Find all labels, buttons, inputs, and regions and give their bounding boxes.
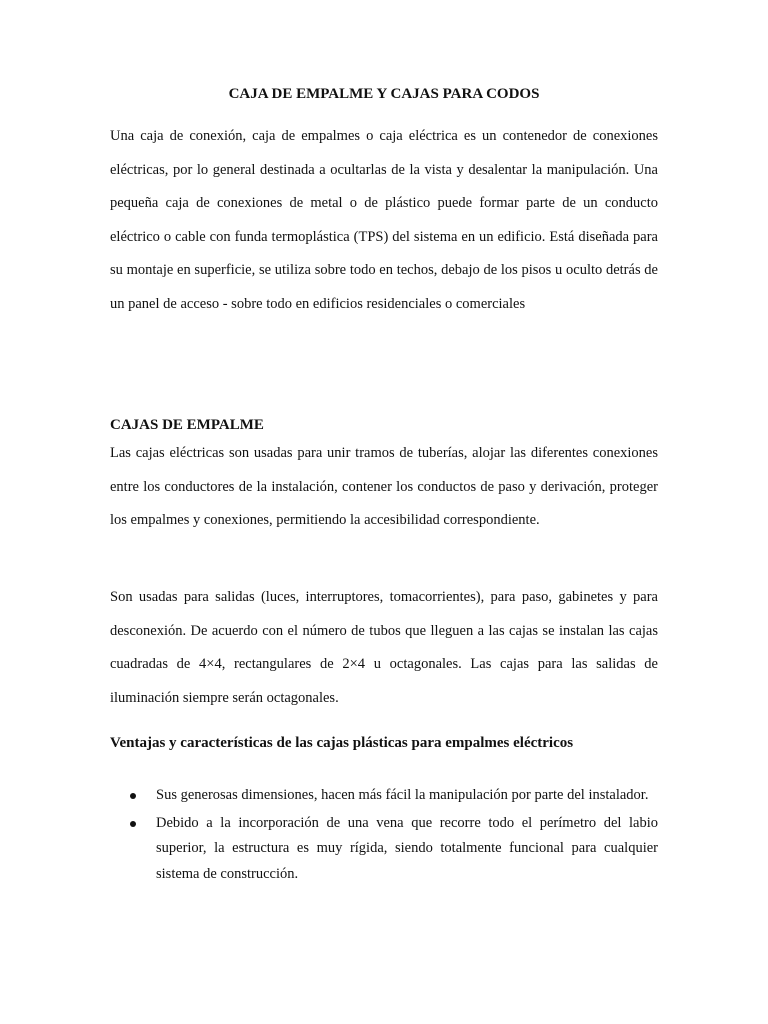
section-paragraph-2: Son usadas para salidas (luces, interruptores, tomacorrientes), para paso, gabinetes y para desconexión. De acuerdo con el número de tubos que lleguen a las cajas se instalan las cajas cuadradas de 4×4, rectangulares de 2×4 u octagonales. Las cajas para las salidas de iluminación siempre serán octagonales. bbox=[110, 589, 658, 706]
list-item-text: Debido a la incorporación de una vena que recorre todo el perímetro del labio superior, la estructura es muy rígida, siendo totalmente funcional para cualquier sistema de construcción. bbox=[156, 814, 658, 882]
advantages-subheading: Ventajas y características de las cajas plásticas para empalmes eléctricos bbox=[110, 735, 574, 751]
bullet-icon bbox=[130, 793, 136, 799]
bullet-icon bbox=[130, 821, 136, 827]
document-title: CAJA DE EMPALME Y CAJAS PARA CODOS bbox=[228, 86, 540, 102]
intro-paragraph: Una caja de conexión, caja de empalmes o caja eléctrica es un contenedor de conexiones eléctricas, por lo general destinada a ocultarlas de la vista y desalentar la manipulación. Una pequeña caja de conexiones de metal o de plástico puede formar parte de un conducto eléctrico o cable con funda termoplástica (TPS) del sistema en un edificio. Está diseñada para su montaje en superficie, se utiliza sobre todo en techos, debajo de los pisos u oculto detrás de un panel de acceso - sobre todo en edificios residenciales o comerciales bbox=[110, 128, 658, 312]
advantages-list bbox=[110, 783, 658, 889]
list-item bbox=[110, 811, 658, 888]
section-paragraph-1: Las cajas eléctricas son usadas para unir tramos de tuberías, alojar las diferentes conexiones entre los conductores de la instalación, contener los conductos de paso y derivación, proteger los empalmes y conexiones, permitiendo la accesibilidad correspondiente. bbox=[110, 445, 658, 528]
section-heading: CAJAS DE EMPALME bbox=[110, 417, 264, 433]
list-item bbox=[110, 783, 658, 809]
list-item-text: Sus generosas dimensiones, hacen más fácil la manipulación por parte del instalador. bbox=[156, 787, 649, 803]
